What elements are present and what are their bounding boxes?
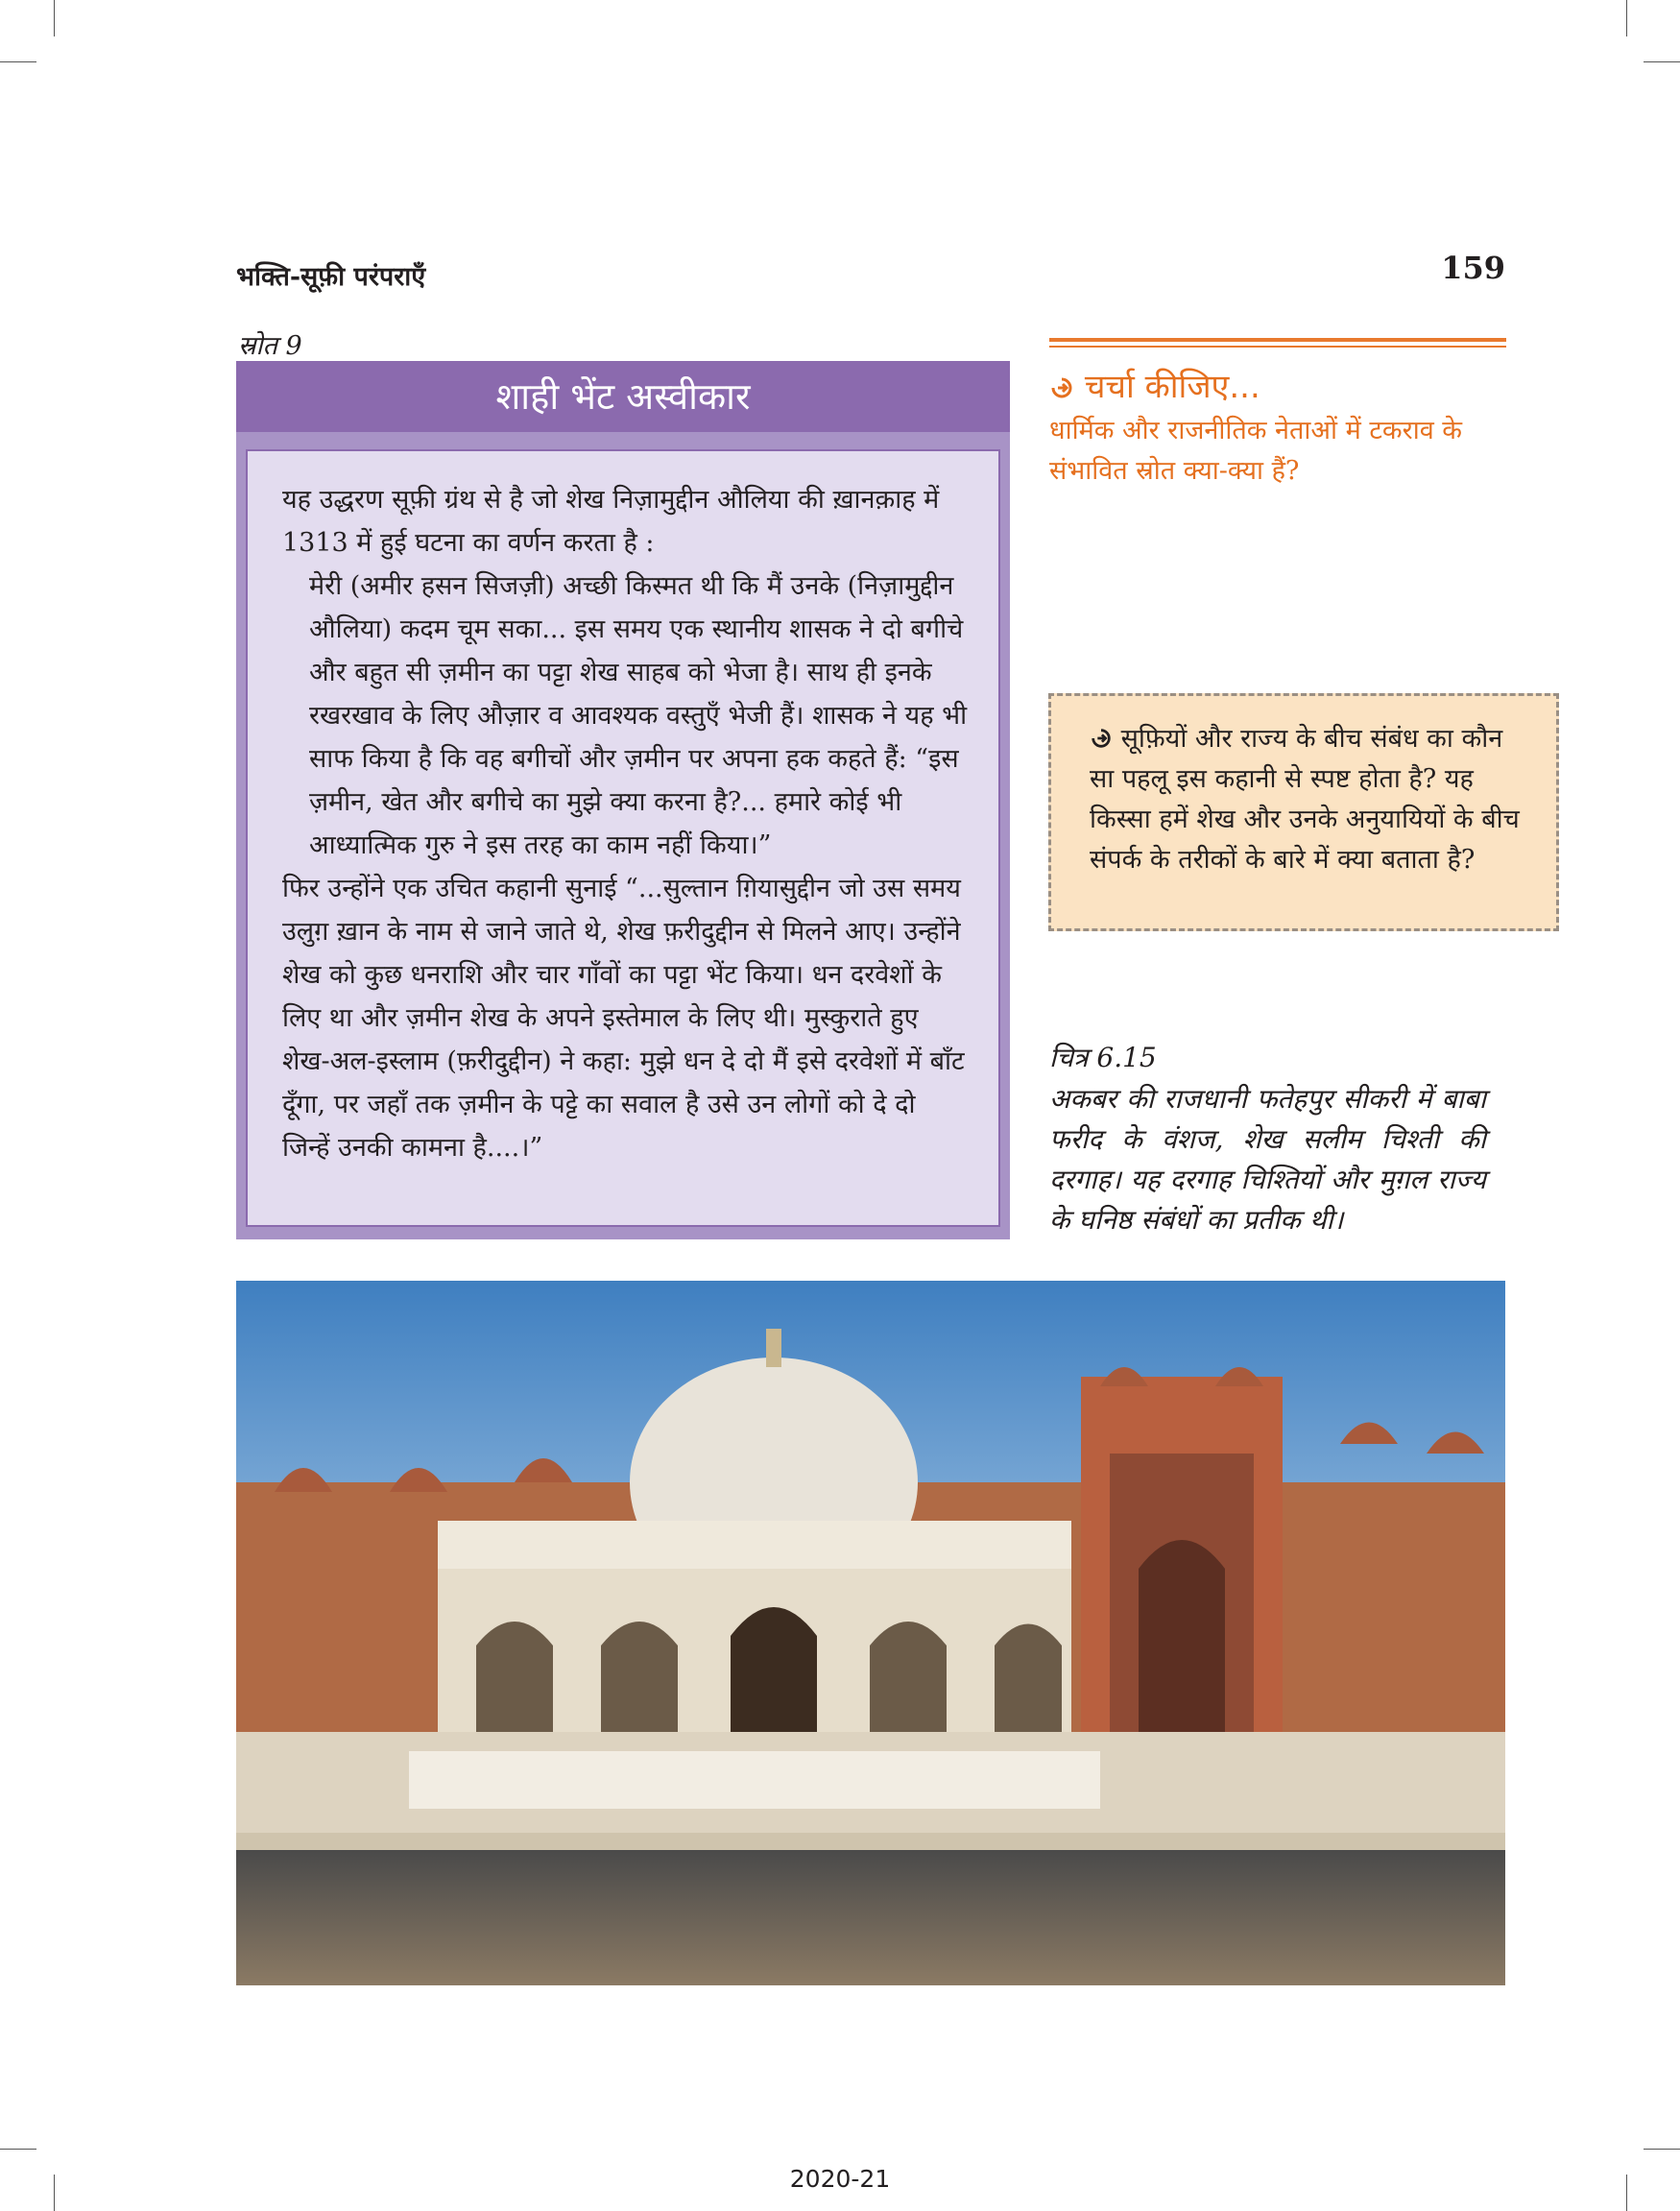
discuss-heading bbox=[1049, 363, 1260, 407]
arrow-circle-icon bbox=[1049, 375, 1074, 400]
crop-mark bbox=[1644, 2149, 1680, 2150]
footer-year: 2020-21 bbox=[789, 2165, 891, 2193]
pool-edge bbox=[236, 1833, 1505, 1850]
source-quote-2: फिर उन्होंने एक उचित कहानी सुनाई “...सुल्तान ग़ियासुद्दीन जो उस समय उलुग़ ख़ान के नाम से जाने जाते थे, शेख फ़रीदुद्दीन से मिलने आए। उन्होंने शेख को कुछ धनराशि और चार गाँवों का पट्टा भेंट किया। धन दरवेशों के लिए था और ज़मीन शेख के अपने इस्तेमाल के लिए थी। मुस्कुराते हुए शेख-अल-इस्लाम (फ़रीदुद्दीन) ने कहा: मुझे धन दे दो मैं इसे दरवेशों में बाँट दूँगा, पर जहाँ तक ज़मीन के पट्टे का सवाल है उसे उन लोगों को दे दो जिन्हें उनकी कामना है....।” bbox=[282, 874, 965, 1163]
pool-water bbox=[236, 1850, 1505, 1985]
crop-mark bbox=[1626, 0, 1627, 36]
discuss-text: धार्मिक और राजनीतिक नेताओं में टकराव के संभावित स्रोत क्या-क्या हैं? bbox=[1049, 416, 1463, 486]
source-heading: शाही भेंट अस्वीकार bbox=[236, 361, 1010, 432]
figure-caption: अकबर की राजधानी फतेहपुर सीकरी में बाबा फरीद के वंशज, शेख सलीम चिश्ती की दरगाह। यह दरगाह चिश्तियों और मुग़ल राज्य के घनिष्ठ संबंधों का प्रतीक थी। bbox=[1049, 1083, 1486, 1236]
discuss-rule bbox=[1049, 338, 1506, 342]
discuss-rule bbox=[1049, 346, 1506, 348]
crop-mark bbox=[0, 2149, 36, 2150]
gateway-arch bbox=[1139, 1540, 1225, 1742]
crop-mark bbox=[54, 0, 55, 36]
crop-mark bbox=[0, 61, 36, 62]
chapter-title: भक्ति-सूफ़ी परंपराएँ bbox=[236, 262, 426, 292]
tomb-roof bbox=[438, 1521, 1071, 1569]
dargah-photo bbox=[236, 1281, 1505, 1985]
crop-mark bbox=[1644, 61, 1680, 62]
source-quote-1: मेरी (अमीर हसन सिजज़ी) अच्छी किस्मत थी कि मैं उनके (निज़ामुद्दीन औलिया) कदम चूम सका... इस समय एक स्थानीय शासक ने दो बगीचे और बहुत सी ज़मीन का पट्टा शेख साहब को भेजा है। साथ ही इनके रखरखाव के लिए औज़ार व आवश्यक वस्तुएँ भेजी हैं। शासक ने यह भी साफ किया है कि वह बगीचों और ज़मीन पर अपना हक कहते हैं: “इस ज़मीन, खेत और बगीचे का मुझे क्या करना है?... हमारे कोई भी आध्यात्मिक गुरु ने इस तरह का काम नहीं किया।” bbox=[309, 571, 968, 860]
arrow-circle-icon bbox=[1090, 727, 1113, 750]
question-text: सूफ़ियों और राज्य के बीच संबंध का कौन सा पहलू इस कहानी से स्पष्ट होता है? यह किस्सा हमें शेख और उनके अनुयायियों के बीच संपर्क के तरीकों के बारे में क्या बताता है? bbox=[1090, 724, 1520, 875]
discuss-title: चर्चा कीजिए... bbox=[1084, 368, 1260, 406]
question-box bbox=[1048, 693, 1559, 931]
source-intro: यह उद्धरण सूफ़ी ग्रंथ से है जो शेख निज़ामुद्दीन औलिया की ख़ानक़ाह में 1313 में हुई घटना का वर्णन करता है : bbox=[282, 485, 940, 558]
tomb-steps bbox=[409, 1751, 1100, 1809]
source-box bbox=[236, 361, 1010, 1239]
dome-finial bbox=[766, 1329, 781, 1367]
page-number: 159 bbox=[1441, 250, 1505, 286]
figure-label: चित्र 6.15 bbox=[1049, 1042, 1157, 1073]
source-label: स्रोत 9 bbox=[238, 331, 302, 361]
source-text-panel bbox=[246, 449, 1000, 1227]
